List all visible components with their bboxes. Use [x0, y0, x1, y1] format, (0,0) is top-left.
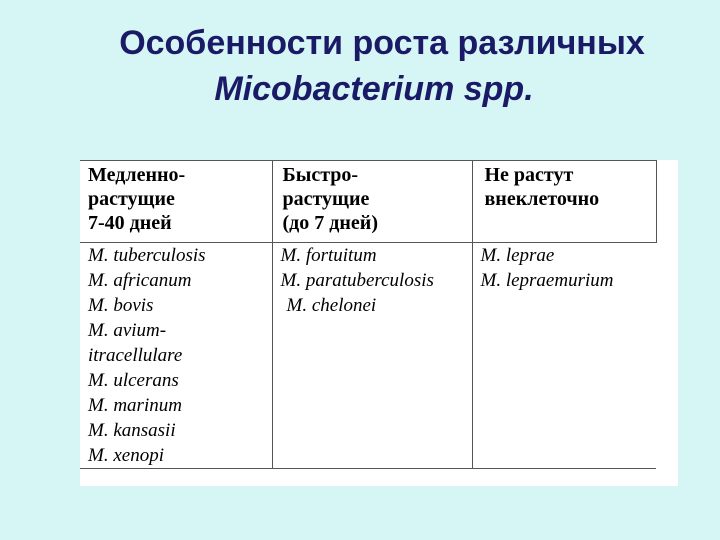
species-name: M. lepraemurium: [480, 270, 614, 291]
header-text: растущие: [88, 188, 175, 210]
header-text: растущие: [282, 188, 370, 210]
species-name: M. bovis: [88, 295, 154, 316]
header-text: Не растут: [484, 164, 574, 186]
species-name: M. xenopi: [88, 445, 164, 466]
header-text: 7-40 дней: [88, 212, 172, 234]
growth-table: [80, 160, 657, 469]
species-name: M. leprae: [480, 245, 555, 266]
table-body-row: [80, 243, 656, 469]
species-name: M. chelonei: [286, 295, 377, 316]
not-extracellular-species: [472, 243, 656, 469]
header-text: Быстро-: [282, 164, 359, 186]
header-fast-growing: [272, 161, 472, 243]
header-text: (до 7 дней): [282, 212, 378, 234]
slow-growing-species: [80, 243, 272, 469]
species-name: M. avium-: [88, 320, 167, 341]
species-name: M. africanum: [88, 270, 192, 291]
species-name: M. kansasii: [88, 420, 176, 441]
title-line-2: Micobacterium spp.: [214, 70, 534, 108]
header-text: внеклеточно: [484, 188, 600, 210]
fast-growing-species: [272, 243, 472, 469]
growth-table-card: [80, 160, 678, 486]
species-name: itracellulare: [88, 345, 183, 366]
species-name: M. ulcerans: [88, 370, 179, 391]
header-not-extracellular: [472, 161, 656, 243]
header-slow-growing: [80, 161, 272, 243]
slide-title: [0, 20, 720, 112]
title-line-1: Особенности роста различных: [119, 24, 645, 62]
species-name: M. marinum: [88, 395, 182, 416]
table-header-row: [80, 161, 656, 243]
header-text: Медленно-: [88, 164, 186, 186]
species-name: M. tuberculosis: [88, 245, 206, 266]
species-name: M. fortuitum: [280, 245, 377, 266]
species-name: M. paratuberculosis: [280, 270, 434, 291]
